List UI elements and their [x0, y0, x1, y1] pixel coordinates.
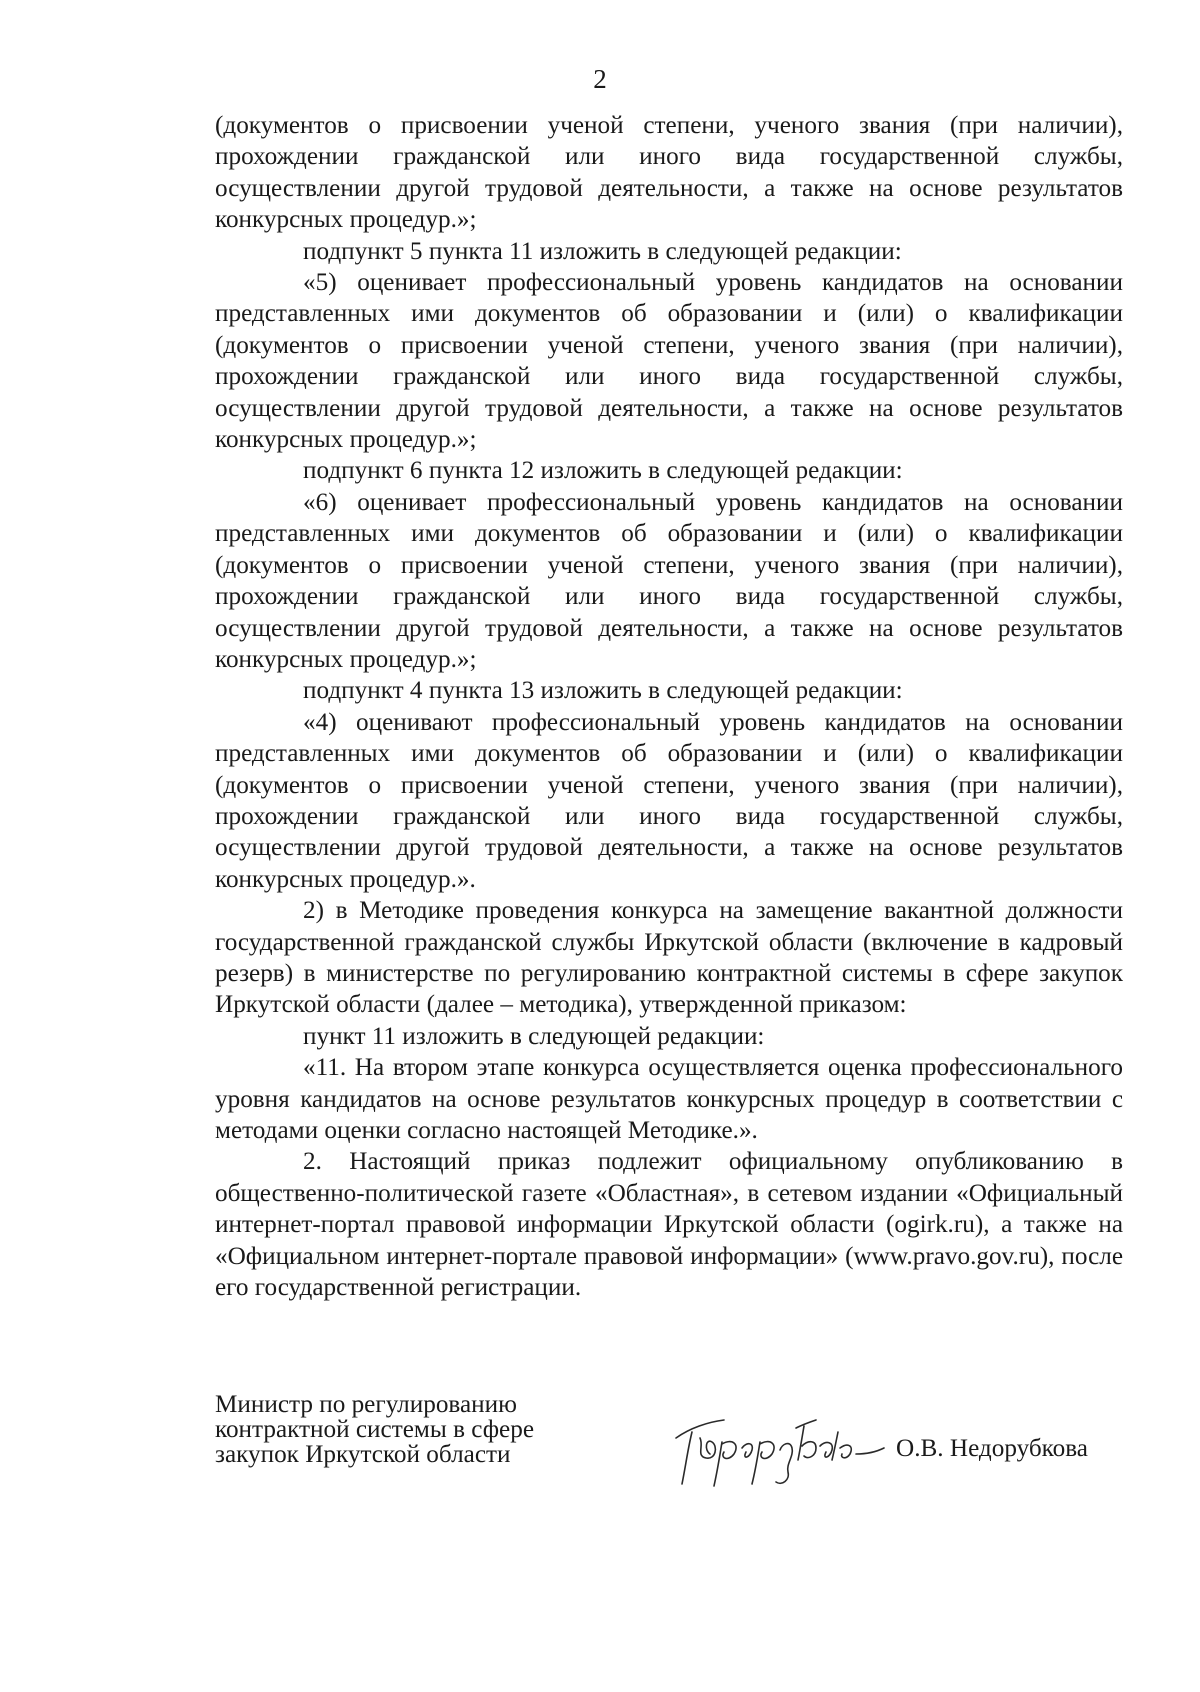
paragraph-2: подпункт 5 пункта 11 изложить в следующей редакции: [303, 237, 902, 265]
document-body [215, 110, 1123, 1303]
paragraph-3: «5) оценивает профессиональный уровень кандидатов на основании представленных ими документов об образовании и (или) о квалификации (документов о присвоении ученой степени, ученого звания (при наличии), прохождении гражданской или иного вида государственной службы, осуществлении другой трудовой деятельности, а также на основе результатов конкурсных процедур.»; [215, 269, 1123, 454]
paragraph-7: «4) оценивают профессиональный уровень кандидатов на основании представленных ими документов об образовании и (или) о квалификации (документов о присвоении ученой степени, ученого звания (при наличии), прохождении гражданской или иного вида государственной службы, осуществлении другой трудовой деятельности, а также на основе результатов конкурсных процедур.». [215, 708, 1123, 893]
signer-position [215, 1392, 615, 1467]
paragraph-4: подпункт 6 пункта 12 изложить в следующей редакции: [303, 457, 903, 485]
paragraph-6: подпункт 4 пункта 13 изложить в следующей редакции: [303, 677, 903, 705]
signature-block [215, 1392, 1123, 1502]
paragraph-5: «6) оценивает профессиональный уровень кандидатов на основании представленных ими документов об образовании и (или) о квалификации (документов о присвоении ученой степени, ученого звания (при наличии), прохождении гражданской или иного вида государственной службы, осуществлении другой трудовой деятельности, а также на основе результатов конкурсных процедур.»; [215, 488, 1123, 673]
page-number: 2 [593, 64, 607, 94]
paragraph-10: «11. На втором этапе конкурса осуществляется оценка профессионального уровня кандидатов на основе результатов конкурсных процедур в соответствии с методами оценки согласно настоящей Методике.». [215, 1054, 1123, 1144]
signer-position-line-2: контрактной системы в сфере [215, 1416, 535, 1443]
paragraph-9: пункт 11 изложить в следующей редакции: [303, 1022, 765, 1050]
paragraph-1: (документов о присвоении ученой степени, ученого звания (при наличии), прохождении гражданской или иного вида государственной службы, осуществлении другой трудовой деятельности, а также на основе результатов конкурсных процедур.»; [215, 112, 1123, 234]
paragraph-8: 2) в Методике проведения конкурса на замещение вакантной должности государственной гражданской службы Иркутской области (включение в кадровый резерв) в министерстве по регулированию контрактной системы в сфере закупок Иркутской области (далее – методика), утвержденной приказом: [215, 897, 1123, 1019]
signer-position-line-3: закупок Иркутской области [215, 1441, 511, 1468]
signer-name: О.В. Недорубкова [896, 1435, 1088, 1462]
handwritten-signature [670, 1398, 890, 1494]
paragraph-11: 2. Настоящий приказ подлежит официальному опубликованию в общественно-политической газете «Областная», в сетевом издании «Официальный интернет-портал правовой информации Иркутской области (ogirk.ru), а также на «Официальном интернет-портале правовой информации» (www.pravo.gov.ru), после его государственной регистрации. [215, 1148, 1123, 1302]
signer-position-line-1: Министр по регулированию [215, 1391, 517, 1418]
